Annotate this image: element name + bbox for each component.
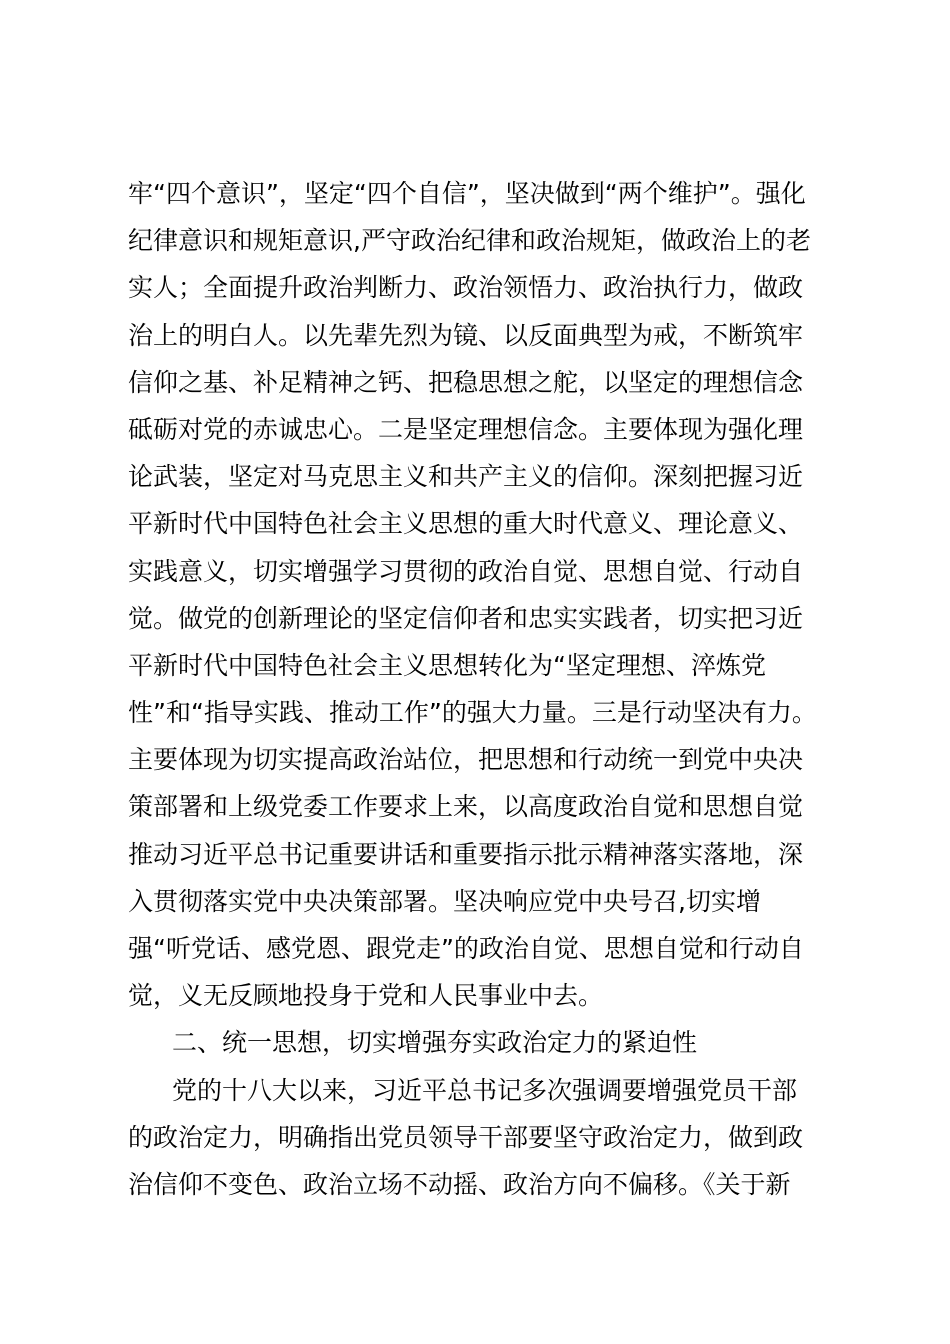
paragraph-line: 砥砺对党的赤诚忠心。二是坚定理想信念。主要体现为强化理 (128, 414, 804, 444)
paragraph-line: 的政治定力，明确指出党员领导干部要坚守政治定力，做到政 (128, 1122, 804, 1152)
paragraph-line: 治上的明白人。以先辈先烈为镜、以反面典型为戒，不断筑牢 (128, 320, 804, 350)
paragraph-line: 治信仰不变色、政治立场不动摇、政治方向不偏移。《关于新 (128, 1169, 791, 1199)
paragraph-line: 入贯彻落实党中央决策部署。坚决响应党中央号召,切实增 (128, 886, 761, 916)
paragraph-line: 论武装，坚定对马克思主义和共产主义的信仰。深刻把握习近 (128, 462, 804, 492)
paragraph-line: 强“听党话、感党恩、跟党走”的政治自觉、思想自觉和行动自 (128, 934, 804, 963)
paragraph-line: 平新时代中国特色社会主义思想的重大时代意义、理论意义、 (128, 509, 804, 539)
paragraph-line: 平新时代中国特色社会主义思想转化为“坚定理想、淬炼党 (128, 650, 766, 680)
paragraph-line: 实践意义，切实增强学习贯彻的政治自觉、思想自觉、行动自 (128, 556, 804, 586)
paragraph-line: 纪律意识和规矩意识,严守政治纪律和政治规矩，做政治上的老 (128, 226, 811, 256)
paragraph-line: 觉，义无反顾地投身于党和人民事业中去。 (128, 981, 604, 1011)
paragraph-line: 策部署和上级党委工作要求上来，以高度政治自觉和思想自觉 (128, 792, 804, 822)
paragraph-line: 觉。做党的创新理论的坚定信仰者和忠实实践者，切实把习近 (128, 603, 804, 633)
paragraph-line: 党的十八大以来，习近平总书记多次强调要增强党员干部 (172, 1075, 798, 1105)
document-body (128, 170, 828, 1208)
paragraph-line: 牢“四个意识”，坚定“四个自信”，坚决做到“两个维护”。强化 (128, 179, 806, 208)
paragraph-line: 实人；全面提升政治判断力、政治领悟力、政治执行力，做政 (128, 273, 804, 303)
paragraph-line: 信仰之基、补足精神之钙、把稳思想之舵，以坚定的理想信念 (128, 367, 804, 397)
paragraph-line: 性”和“指导实践、推动工作”的强大力量。三是行动坚决有力。 (128, 698, 817, 728)
section-heading: 二、统一思想，切实增强夯实政治定力的紧迫性 (172, 1028, 698, 1058)
paragraph-line: 推动习近平总书记重要讲话和重要指示批示精神落实落地，深 (128, 839, 804, 869)
paragraph-line: 主要体现为切实提高政治站位，把思想和行动统一到党中央决 (128, 745, 804, 775)
